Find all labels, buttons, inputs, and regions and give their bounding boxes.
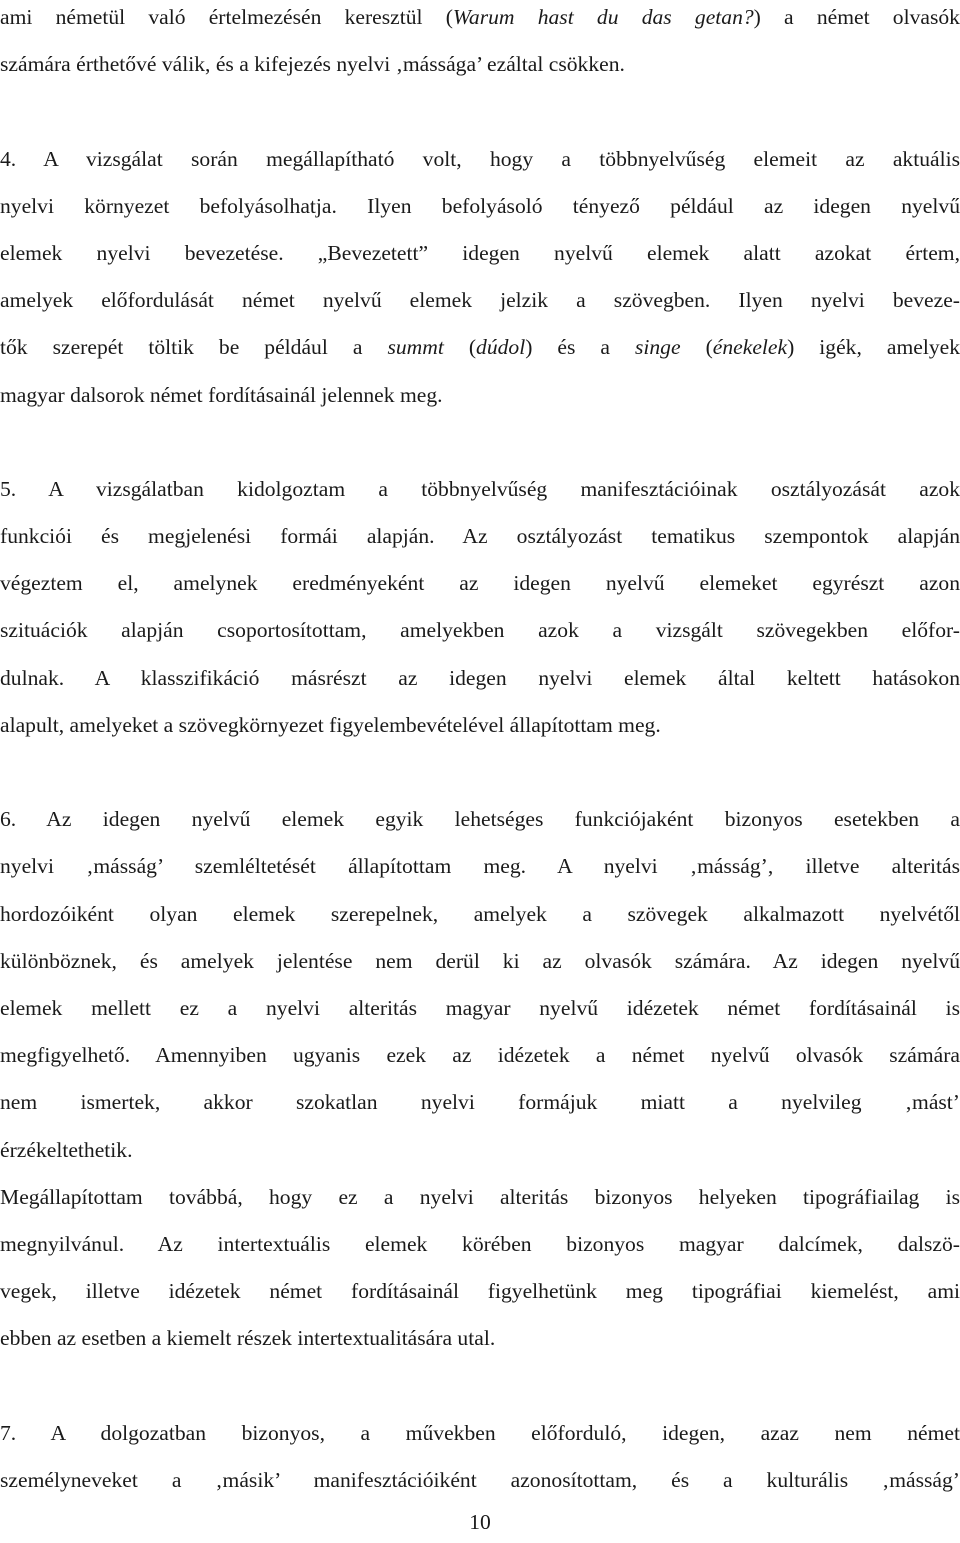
text-line: ami németül való értelmezésén keresztül (Warum hast du das getan?) a német olvasók	[0, 5, 960, 29]
text-line: nem ismertek, akkor szokatlan nyelvi formájuk miatt a nyelvileg ‚mást’	[0, 1090, 960, 1115]
text-line: elemek mellett ez a nyelvi alteritás magyar nyelvű idézetek német fordításainál is	[0, 995, 960, 1020]
text-line: különböznek, és amelyek jelentése nem derül ki az olvasók számára. Az idegen nyelvű	[0, 948, 960, 973]
text-line: dulnak. A klasszifikáció másrészt az idegen nyelvi elemek által keltett hatásokon	[0, 665, 960, 690]
emphasis: singe	[634, 335, 681, 360]
text-line: funkciói és megjelenési formái alapján. Az osztályozást tematikus szempontok alapján	[0, 524, 960, 549]
text-line: szituációk alapján csoportosítottam, amelyekben azok a vizsgált szövegekben előfor-	[0, 618, 960, 643]
text-line: nyelvi ‚másság’ szemléltetését állapítottam meg. A nyelvi ‚másság’, illetve alteritás	[0, 854, 960, 879]
text-line: végeztem el, amelynek eredményeként az idegen nyelvű elemeket egyrészt azon	[0, 571, 960, 596]
text-line: nyelvi környezet befolyásolhatja. Ilyen befolyásoló tényező például az idegen nyelvű	[0, 193, 960, 218]
emphasis: énekelek	[712, 335, 788, 360]
text-line: vegek, illetve idézetek német fordításainál figyelhetünk meg tipográfiai kiemelést, ami	[0, 1279, 960, 1304]
text-line: érzékeltethetik.	[0, 1137, 133, 1162]
text-line: magyar dalsorok német fordításainál jelennek meg.	[0, 382, 443, 407]
text-line: Megállapítottam továbbá, hogy ez a nyelvi alteritás bizonyos helyeken tipográfiailag is	[0, 1184, 960, 1209]
text-line: számára érthetővé válik, és a kifejezés nyelvi ‚mássága’ ezáltal csökken.	[0, 52, 625, 77]
text-line: amelyek előfordulását német nyelvű elemek jelzik a szövegben. Ilyen nyelvi beveze-	[0, 288, 960, 313]
text-line: 4. A vizsgálat során megállapítható volt, hogy a többnyelvűség elemeit az aktuális	[0, 146, 960, 171]
text-line: hordozóiként olyan elemek szerepelnek, amelyek a szövegek alkalmazott nyelvétől	[0, 901, 960, 926]
text-line: 7. A dolgozatban bizonyos, a művekben előforduló, idegen, azaz nem német	[0, 1420, 960, 1445]
text-line: ebben az esetben a kiemelt részek intertextualitására utal.	[0, 1326, 496, 1351]
text-line: elemek nyelvi bevezetése. „Bevezetett” idegen nyelvű elemek alatt azokat értem,	[0, 240, 960, 265]
emphasis: dúdol	[476, 335, 526, 360]
text-line: 6. Az idegen nyelvű elemek egyik lehetséges funkciójaként bizonyos esetekben a	[0, 807, 960, 832]
text-line: alapult, amelyeket a szövegkörnyezet figyelembevételével állapítottam meg.	[0, 712, 661, 737]
page-number: 10	[469, 1510, 491, 1534]
text-line: személyneveket a ‚másik’ manifesztációiként azonosítottam, és a kulturális ‚másság’	[0, 1467, 960, 1492]
text-line: megnyilvánul. Az intertextuális elemek körében bizonyos magyar dalcímek, dalszö-	[0, 1231, 960, 1256]
emphasis: summt	[387, 335, 444, 360]
emphasis: Warum hast du das getan?	[452, 5, 754, 29]
text-line: tők szerepét töltik be például a summt (dúdol) és a singe (énekelek) igék, amelyek	[0, 335, 960, 360]
text-line: 5. A vizsgálatban kidolgoztam a többnyelvűség manifesztációinak osztályozását azok	[0, 476, 960, 501]
text-line: megfigyelhető. Amennyiben ugyanis ezek az idézetek a német nyelvű olvasók számára	[0, 1043, 960, 1068]
